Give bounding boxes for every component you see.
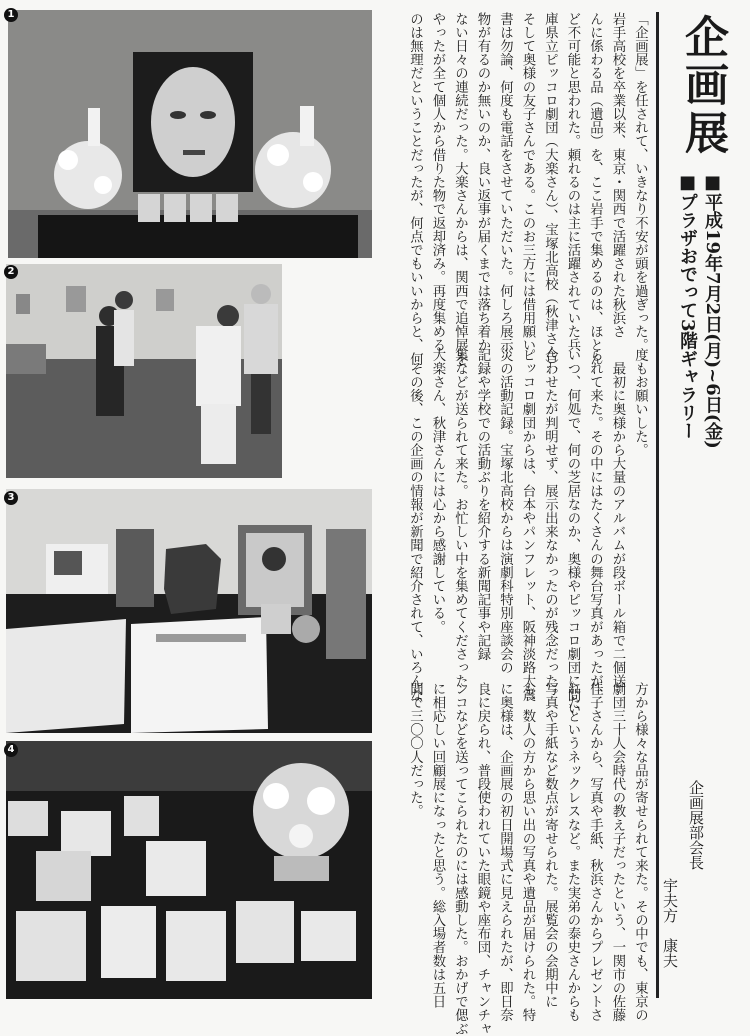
photo-3-number: 3 (4, 491, 18, 505)
photo-2-image (6, 264, 282, 478)
event-dates: ■平成19年7月2日(月)~6日(金) (702, 172, 723, 449)
photo-4-image (6, 741, 372, 999)
photo-2-number: 2 (4, 265, 18, 279)
article-column-1: 「企画展」を任されて、いきなり不安が頭を過ぎった。 岩手高校を卒業以来、東京・関西で活躍された秋浜さ んに係わる品（遺品）を、ここ岩手で集めるのは、ほとん ど不可能と思われた。頼れるのは主に活躍されていた兵 庫県立ピッコロ劇団（大楽さん）、宝塚北高校（秋津さん）、 そして奥様の友子さんである。このお三方には借用願い 書は勿論、何度も電話をさせていただいた。何しろ展示 物が有るのか無いのか、良い返事が届くまでは落ち着か ない日々の連続だった。大楽さんからは、関西で追悼展を やったが全て個人から借りた物で返却済み。再度集める のは無理だということだったが、何点でもいいからと、何 (407, 12, 648, 380)
article-column-2: 度もお願いした。 最初に奥様から大量のアルバムが段ボール箱で二個送 られて来た。その中にはたくさんの舞台写真があったが、 いつ、何処で、何の芝居なのか、奥様やピッコロ劇団に問い 合わせたが判明せず、展示出来なかったのが残念だった。 ピッコロ劇団からは、台本やパンフレット、阪神淡路大震 災の活動記録。宝塚北高校からは演劇科特別座談会の 記録や学校での活動ぶりを紹介する新聞記事や記録 集などが送られて来た。お忙しい中を集めてくださった 大楽さん、秋津さんには心から感謝している。 その後、この企画の情報が新聞で紹介されて、いろんな (407, 348, 648, 716)
photo-4 (6, 741, 372, 999)
photo-4-number: 4 (4, 743, 18, 757)
author-name: 宇夫方 康夫 (661, 878, 679, 968)
author-role: 企画展部会長 (687, 780, 705, 870)
article-column-3: 方から様々な品が寄せられて来た。その中でも、東京の 劇団三十人会時代の教え子だったという、一関市の佐藤 佳子さんから、写真や手紙、秋浜さんからプレゼントさ れたというネックレスなど。また実弟の泰史さんからも 写真や手紙など数点が寄せられた。展覧会の会期中に も、数人の方から思い出の写真や遺品が届けられた。特 に奥様は、企画展の初日開場式に見えられたが、即日奈 良に戻られ、普段使われていた眼鏡や座布団、チャンチャ ンコなどを送ってこられたのには感動した。おかげで偲ぶ に相応しい回顧展になったと思う。総入場者数は五日 間で三〇〇人だった。 (407, 682, 648, 1036)
photo-3-image (6, 489, 372, 733)
photo-1 (8, 10, 372, 258)
photo-1-number: 1 (4, 8, 18, 22)
photo-2 (6, 264, 282, 478)
title-rule (656, 12, 659, 998)
page-title: 企画展 (677, 14, 728, 158)
photo-3 (6, 489, 372, 733)
event-venue: ■プラザおでって3階ギャラリー (677, 172, 698, 440)
photo-1-image (8, 10, 372, 258)
